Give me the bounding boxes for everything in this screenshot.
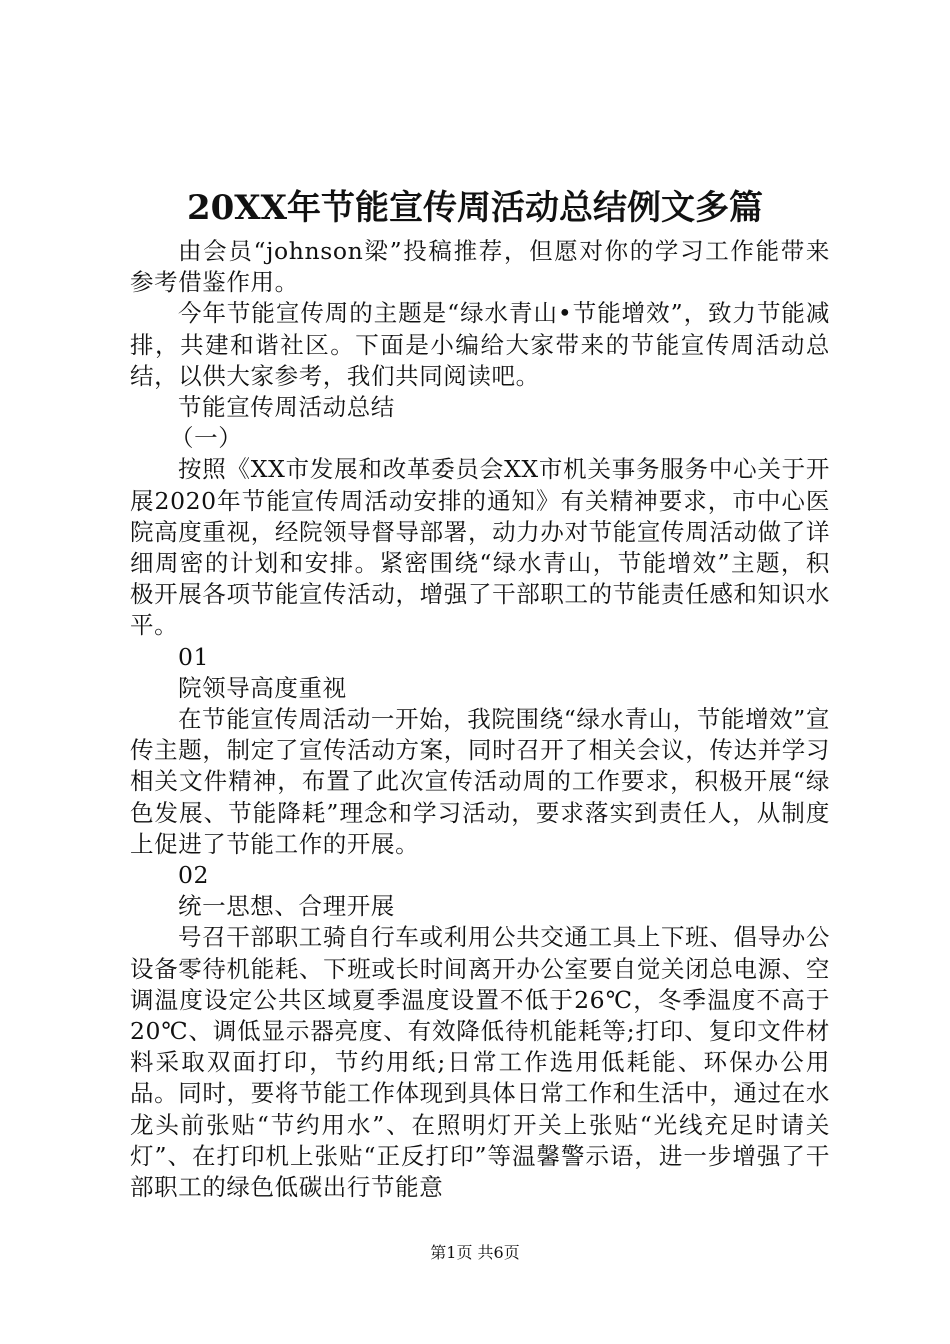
theme-paragraph: 今年节能宣传周的主题是“绿水青山•节能增效”，致力节能减排，共建和谐社区。下面是小编给大家带来的节能宣传周活动总结，以供大家参考，我们共同阅读吧。 — [130, 299, 830, 390]
document-body — [130, 236, 830, 1203]
item-heading: 院领导高度重视 — [178, 673, 347, 702]
intro-paragraph: 由会员“johnson梁”投稿推荐，但愿对你的学习工作能带来参考借鉴作用。 — [130, 237, 830, 297]
part-number: （一） — [170, 424, 243, 453]
item-number: 02 — [178, 861, 210, 890]
body-paragraph: 按照《XX市发展和改革委员会XX市机关事务服务中心关于开展2020年节能宣传周活动安排的通知》有关精神要求，市中心医院高度重视，经院领导督导部署，动力办对节能宣传周活动做了详细周密的计划和安排。紧密围绕“绿水青山，节能增效”主题，积极开展各项节能宣传活动，增强了干部职工的节能责任感和知识水平。 — [130, 455, 830, 640]
item-heading: 统一思想、合理开展 — [178, 892, 395, 921]
section-heading: 节能宣传周活动总结 — [178, 393, 395, 422]
item-number: 01 — [178, 642, 210, 671]
body-paragraph: 号召干部职工骑自行车或利用公共交通工具上下班、倡导办公设备零待机能耗、下班或长时间离开办公室要自觉关闭总电源、空调温度设定公共区域夏季温度设置不低于26℃，冬季温度不高于20℃、调低显示器亮度、有效降低待机能耗等;打印、复印文件材料采取双面打印，节约用纸;日常工作选用低耗能、环保办公用品。同时，要将节能工作体现到具体日常工作和生活中，通过在水龙头前张贴“节约用水”、在照明灯开关上张贴“光线充足时请关灯”、在打印机上张贴“正反打印”等温馨警示语，进一步增强了干部职工的绿色低碳出行节能意 — [130, 923, 830, 1202]
document-title: 20XX年节能宣传周活动总结例文多篇 — [186, 188, 764, 228]
page-footer: 第1页 共6页 — [430, 1243, 520, 1262]
body-paragraph: 在节能宣传周活动一开始，我院围绕“绿水青山，节能增效”宣传主题，制定了宣传活动方案，同时召开了相关会议，传达并学习相关文件精神，布置了此次宣传活动周的工作要求，积极开展“绿色发展、节能降耗”理念和学习活动，要求落实到责任人，从制度上促进了节能工作的开展。 — [130, 705, 830, 858]
